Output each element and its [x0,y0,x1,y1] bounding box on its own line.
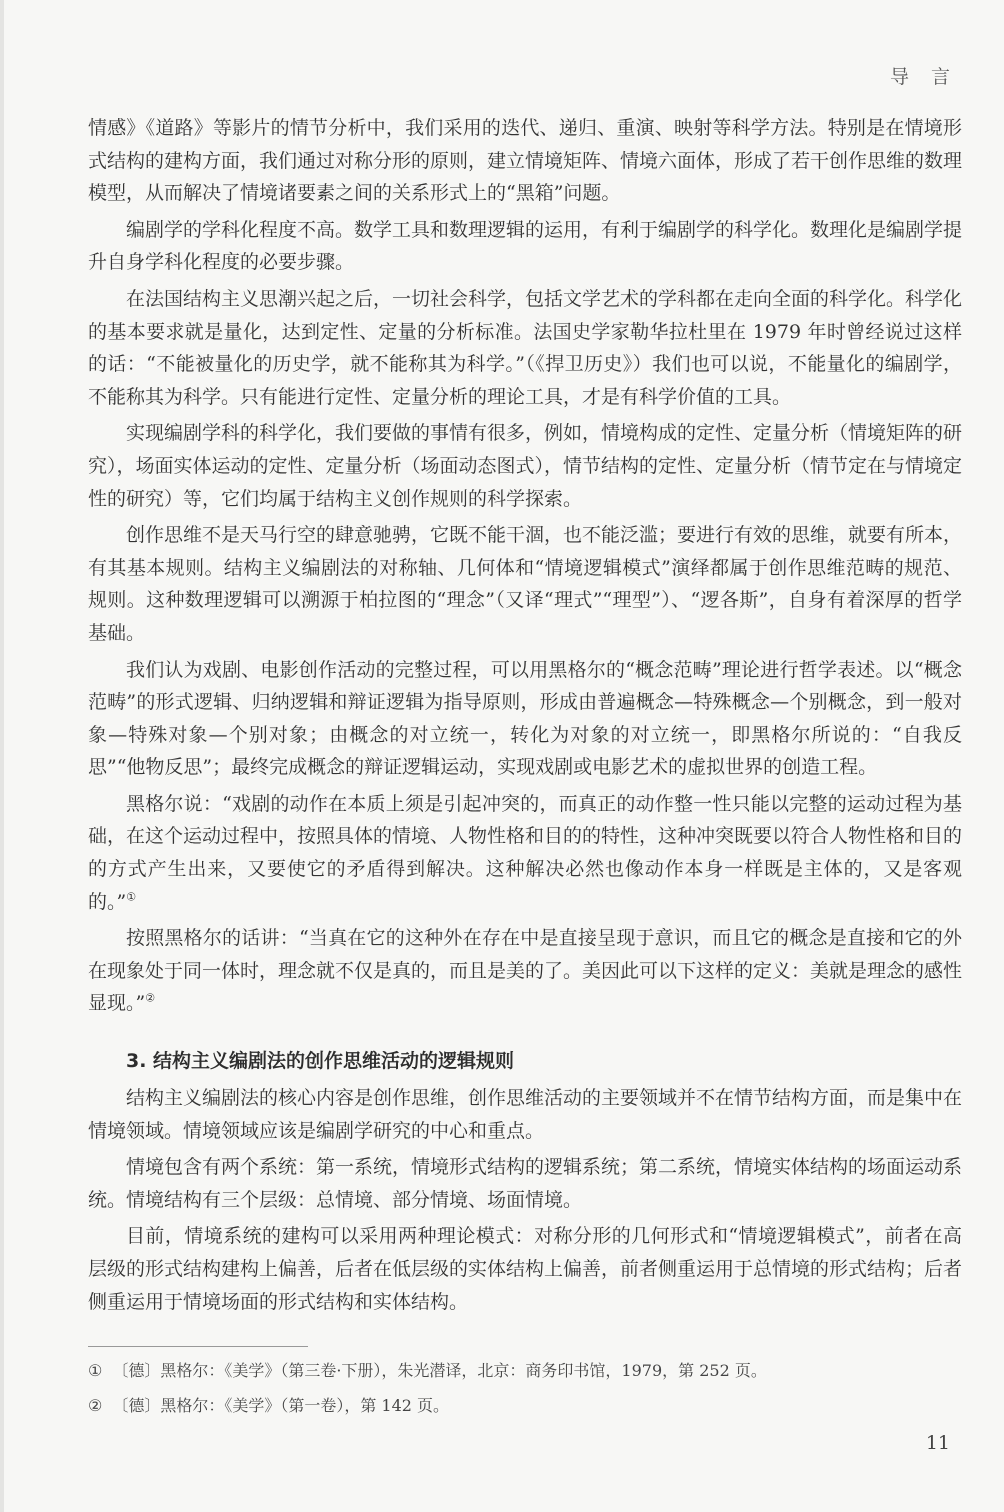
paragraph: 在法国结构主义思潮兴起之后，一切社会科学，包括文学艺术的学科都在走向全面的科学化。科学化的基本要求就是量化，达到定性、定量的分析标准。法国史学家勒华拉杜里在 1979 年时曾经说过这样的话：“不能被量化的历史学，就不能称其为科学。”（《捍卫历史》）我们也可以说，不能量化的编剧学，不能称其为科学。只有能进行定性、定量分析的理论工具，才是有科学价值的工具。 [88,287,963,408]
footnote-ref[interactable]: ② [145,992,156,1006]
footnote-number: ② [88,1396,103,1415]
paragraph: 创作思维不是天马行空的肆意驰骋，它既不能干涸，也不能泛滥；要进行有效的思维，就要有所本，有其基本规则。结构主义编剧法的对称轴、几何体和“情境逻辑模式”演绎都属于创作思维范畴的规范、规则。这种数理逻辑可以溯源于柏拉图的“理念”（又译“理式”“理型”）、“逻各斯”，自身有着深厚的哲学基础。 [88,524,963,644]
footnote [88,1391,962,1420]
footnote-text: 〔德〕黑格尔：《美学》（第三卷·下册），朱光潜译，北京：商务印书馆，1979，第 252 页。 [112,1361,767,1380]
running-header: 导 言 [889,66,958,88]
footnote-divider [88,1346,308,1347]
paragraph-text: 按照黑格尔的话讲：“当真在它的这种外在存在中是直接呈现于意识，而且它的概念是直接和它的外在现象处于同一体时，理念就不仅是真的，而且是美的了。美因此可以下这样的定义：美就是理念的感性显现。” [88,927,963,1015]
page-body [88,112,962,1322]
paragraph: 结构主义编剧法的核心内容是创作思维，创作思维活动的主要领域并不在情节结构方面，而是集中在情境领域。情境领域应该是编剧学研究的中心和重点。 [88,1087,963,1142]
page-number: 11 [925,1432,950,1454]
paragraph: 实现编剧学科的科学化，我们要做的事情有很多，例如，情境构成的定性、定量分析（情境矩阵的研究），场面实体运动的定性、定量分析（场面动态图式），情节结构的定性、定量分析（情节定在与情境定性的研究）等，它们均属于结构主义创作规则的科学探索。 [88,422,963,510]
paragraph: 我们认为戏剧、电影创作活动的完整过程，可以用黑格尔的“概念范畴”理论进行哲学表述。以“概念范畴”的形式逻辑、归纳逻辑和辩证逻辑为指导原则，形成由普遍概念—特殊概念—个别概念，到一般对象—特殊对象—个别对象；由概念的对立统一，转化为对象的对立统一，即黑格尔所说的：“自我反思”“他物反思”；最终完成概念的辩证逻辑运动，实现戏剧或电影艺术的虚拟世界的创造工程。 [88,658,962,779]
paragraph: 情境包含有两个系统：第一系统，情境形式结构的逻辑系统；第二系统，情境实体结构的场面运动系统。情境结构有三个层级：总情境、部分情境、场面情境。 [88,1156,963,1211]
section-heading: 3. 结构主义编剧法的创作思维活动的逻辑规则 [126,1050,515,1073]
footnote-number: ① [88,1361,103,1380]
page-edge [0,0,4,1512]
paragraph: 情感》《道路》等影片的情节分析中，我们采用的迭代、递归、重演、映射等科学方法。特别是在情境形式结构的建构方面，我们通过对称分形的原则，建立情境矩阵、情境六面体，形成了若干创作思维的数理模型，从而解决了情境诸要素之间的关系形式上的“黑箱”问题。 [88,117,963,205]
paragraph-with-footnote [88,922,962,1020]
footnote-ref[interactable]: ① [126,890,137,904]
paragraph: 编剧学的学科化程度不高。数学工具和数理逻辑的运用，有利于编剧学的科学化。数理化是编剧学提升自身学科化程度的必要步骤。 [88,218,963,274]
paragraph-with-footnote [88,788,962,918]
footnotes [88,1356,962,1426]
paragraph-text: 黑格尔说：“戏剧的动作在本质上须是引起冲突的，而真正的动作整一性只能以完整的运动过程为基础，在这个运动过程中，按照具体的情境、人物性格和目的的特性，这种冲突既要以符合人物性格和目的的方式产生出来，又要使它的矛盾得到解决。这种解决必然也像动作本身一样既是主体的，又是客观的。” [88,792,963,913]
paragraph: 目前，情境系统的建构可以采用两种理论模式：对称分形的几何形式和“情境逻辑模式”，前者在高层级的形式结构建构上偏善，后者在低层级的实体结构上偏善，前者侧重运用于总情境的形式结构；后者侧重运用于情境场面的形式结构和实体结构。 [88,1225,963,1313]
footnote-text: 〔德〕黑格尔：《美学》（第一卷），第 142 页。 [112,1396,450,1415]
footnote [88,1356,962,1385]
